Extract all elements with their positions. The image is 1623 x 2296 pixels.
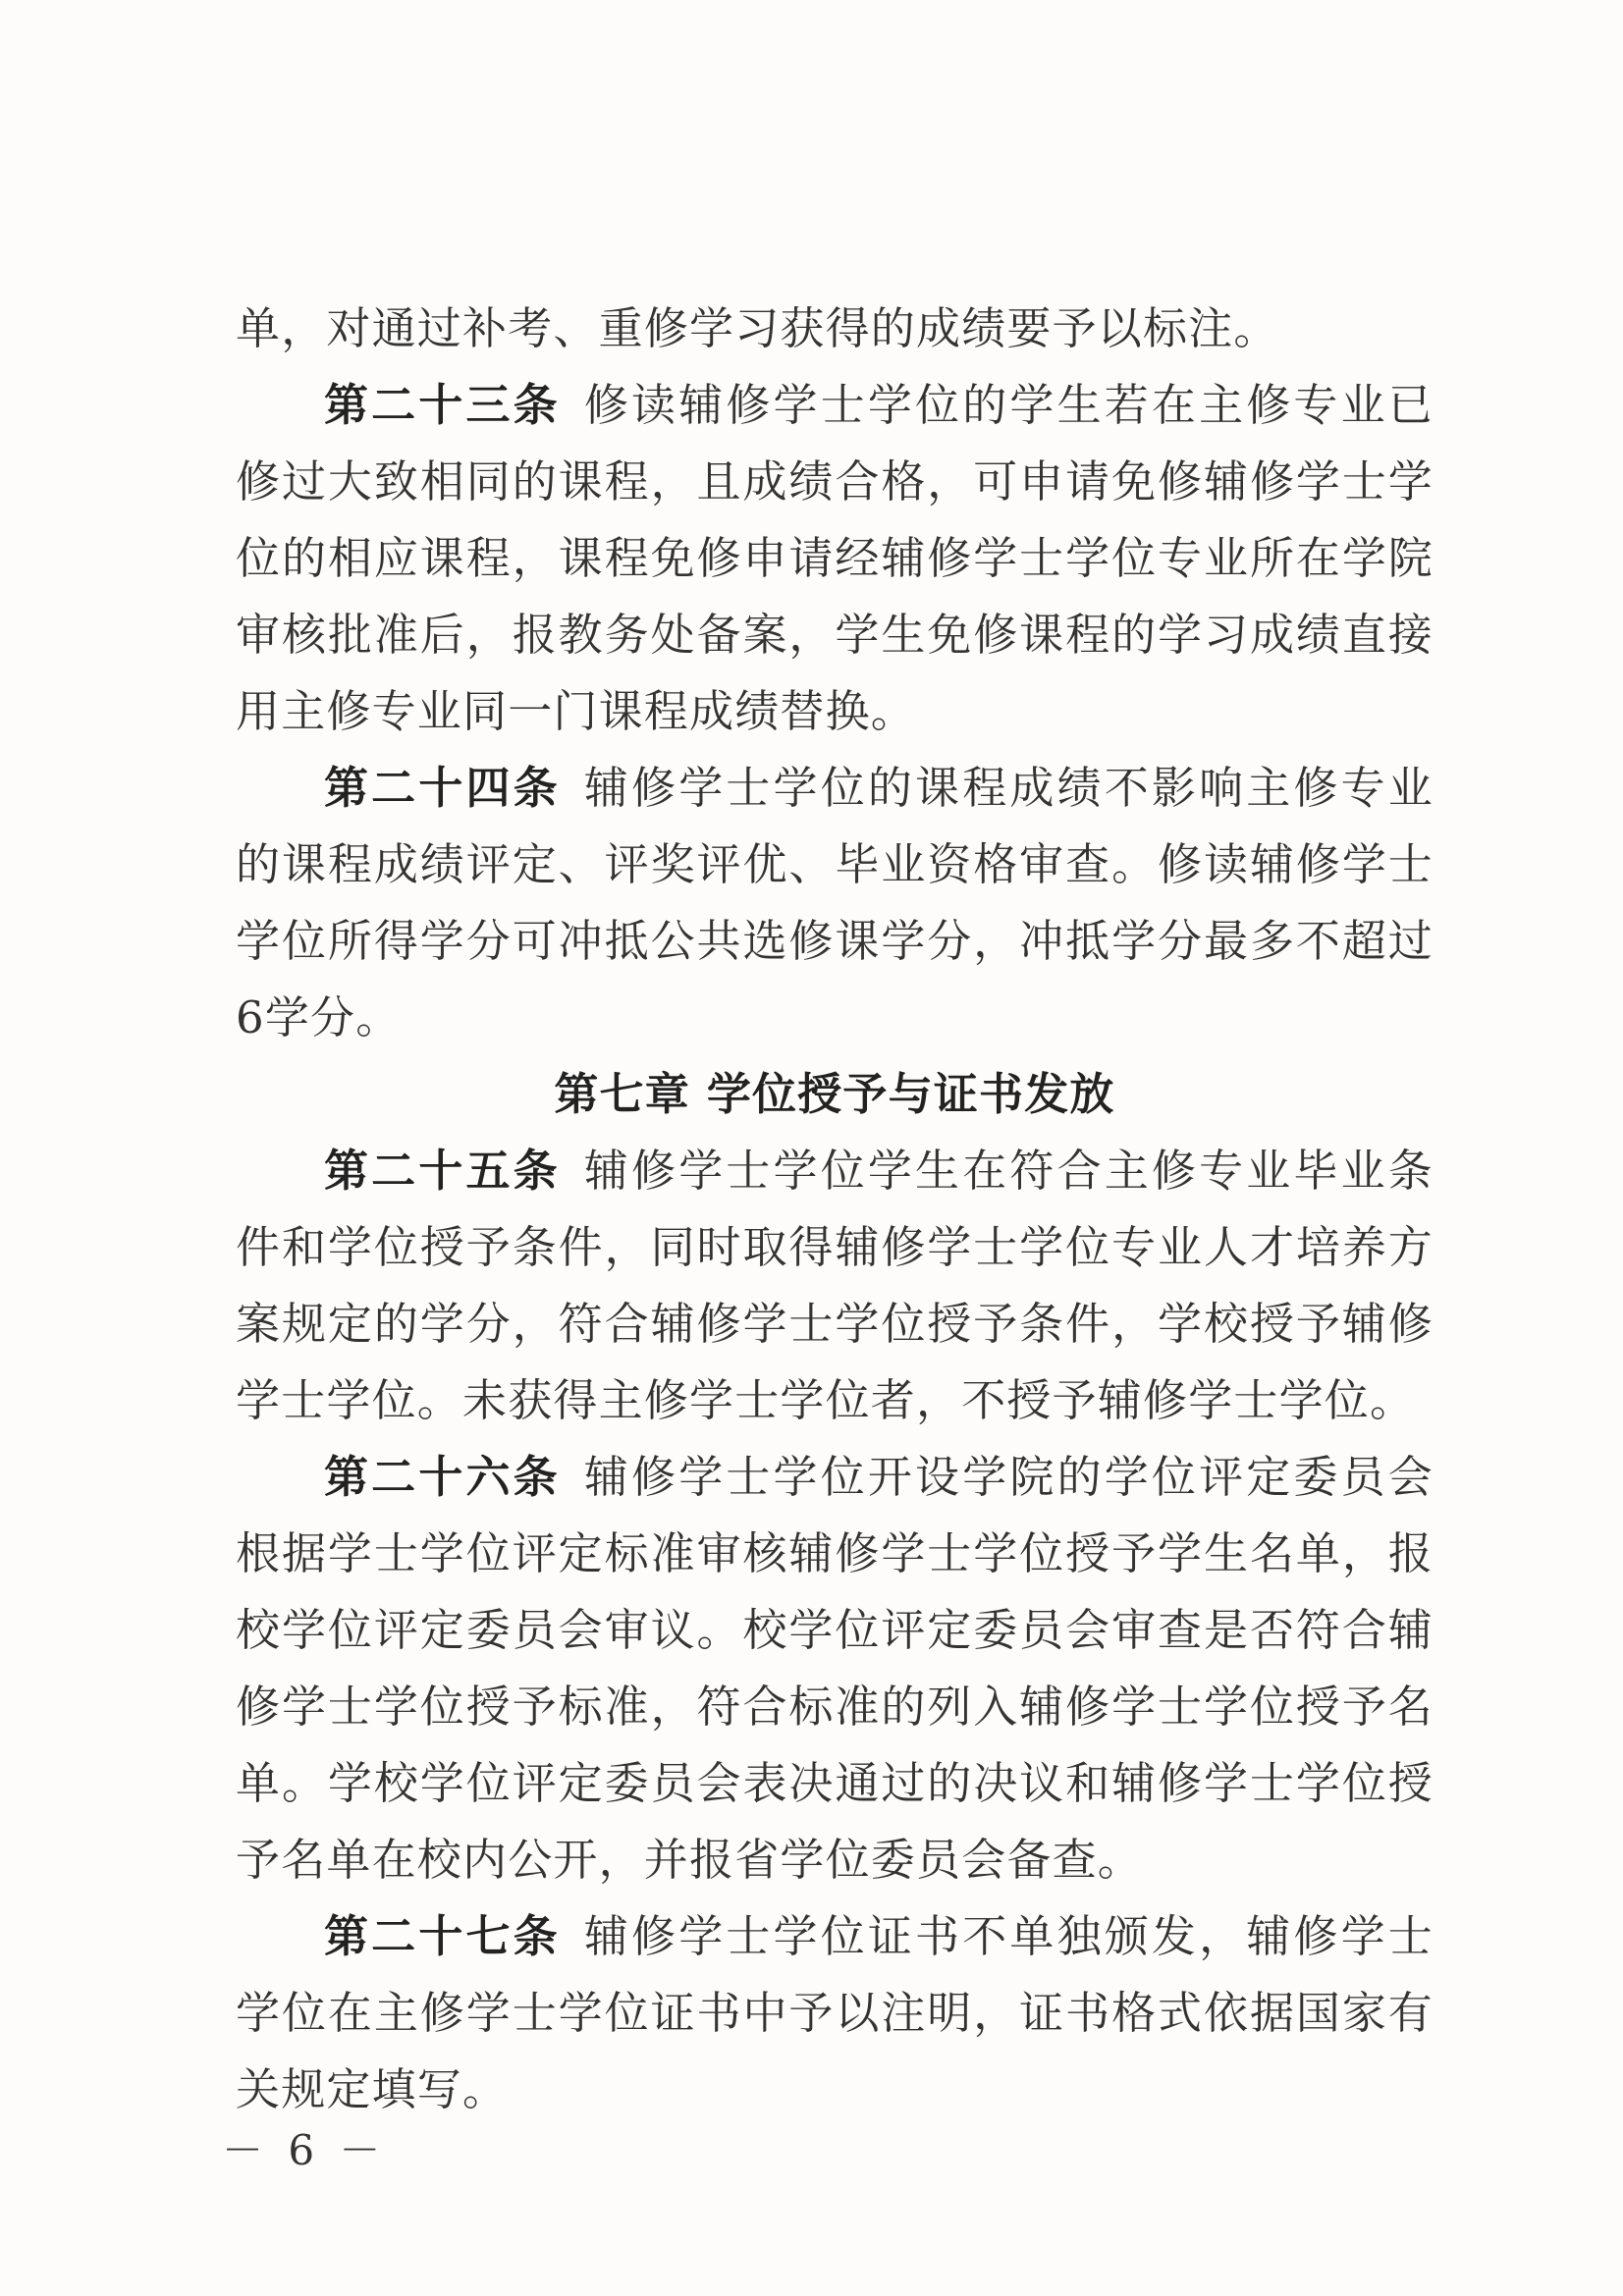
article-24 — [236, 750, 1434, 1056]
article-number: 第二十五条 — [324, 1145, 561, 1197]
article-text: 辅修学士学位的课程成绩不影响主修专业的课程成绩评定、评奖评优、毕业资格审查。修读辅修学士学位所得学分可冲抵公共选修课学分，冲抵学分最多不超过6学分。 — [236, 762, 1434, 1043]
article-27 — [236, 1898, 1434, 2128]
article-23 — [236, 367, 1434, 750]
chapter-title: 第七章 学位授予与证书发放 — [554, 1068, 1115, 1120]
article-number: 第二十六条 — [324, 1451, 561, 1503]
page-number: － 6 － — [222, 2126, 387, 2174]
continuation-paragraph — [236, 291, 1434, 367]
article-number: 第二十七条 — [324, 1910, 561, 1962]
continuation-text: 单，对通过补考、重修学习获得的成绩要予以标注。 — [236, 302, 1279, 354]
article-text: 辅修学士学位证书不单独颁发，辅修学士学位在主修学士学位证书中予以注明，证书格式依据国家有关规定填写。 — [236, 1910, 1434, 2115]
article-25 — [236, 1133, 1434, 1439]
article-text: 辅修学士学位学生在符合主修专业毕业条件和学位授予条件，同时取得辅修学士学位专业人才培养方案规定的学分，符合辅修学士学位授予条件，学校授予辅修学士学位。未获得主修学士学位者，不授予辅修学士学位。 — [236, 1145, 1434, 1426]
document-body — [236, 291, 1434, 2128]
article-26 — [236, 1439, 1434, 1898]
article-number: 第二十三条 — [324, 379, 561, 431]
article-text: 辅修学士学位开设学院的学位评定委员会根据学士学位评定标准审核辅修学士学位授予学生名单，报校学位评定委员会审议。校学位评定委员会审查是否符合辅修学士学位授予标准，符合标准的列入辅修学士学位授予名单。学校学位评定委员会表决通过的决议和辅修学士学位授予名单在校内公开，并报省学位委员会备查。 — [236, 1451, 1434, 1886]
article-text: 修读辅修学士学位的学生若在主修专业已修过大致相同的课程，且成绩合格，可申请免修辅修学士学位的相应课程，课程免修申请经辅修学士学位专业所在学院审核批准后，报教务处备案，学生免修课程的学习成绩直接用主修专业同一门课程成绩替换。 — [236, 379, 1434, 737]
article-number: 第二十四条 — [324, 762, 561, 814]
